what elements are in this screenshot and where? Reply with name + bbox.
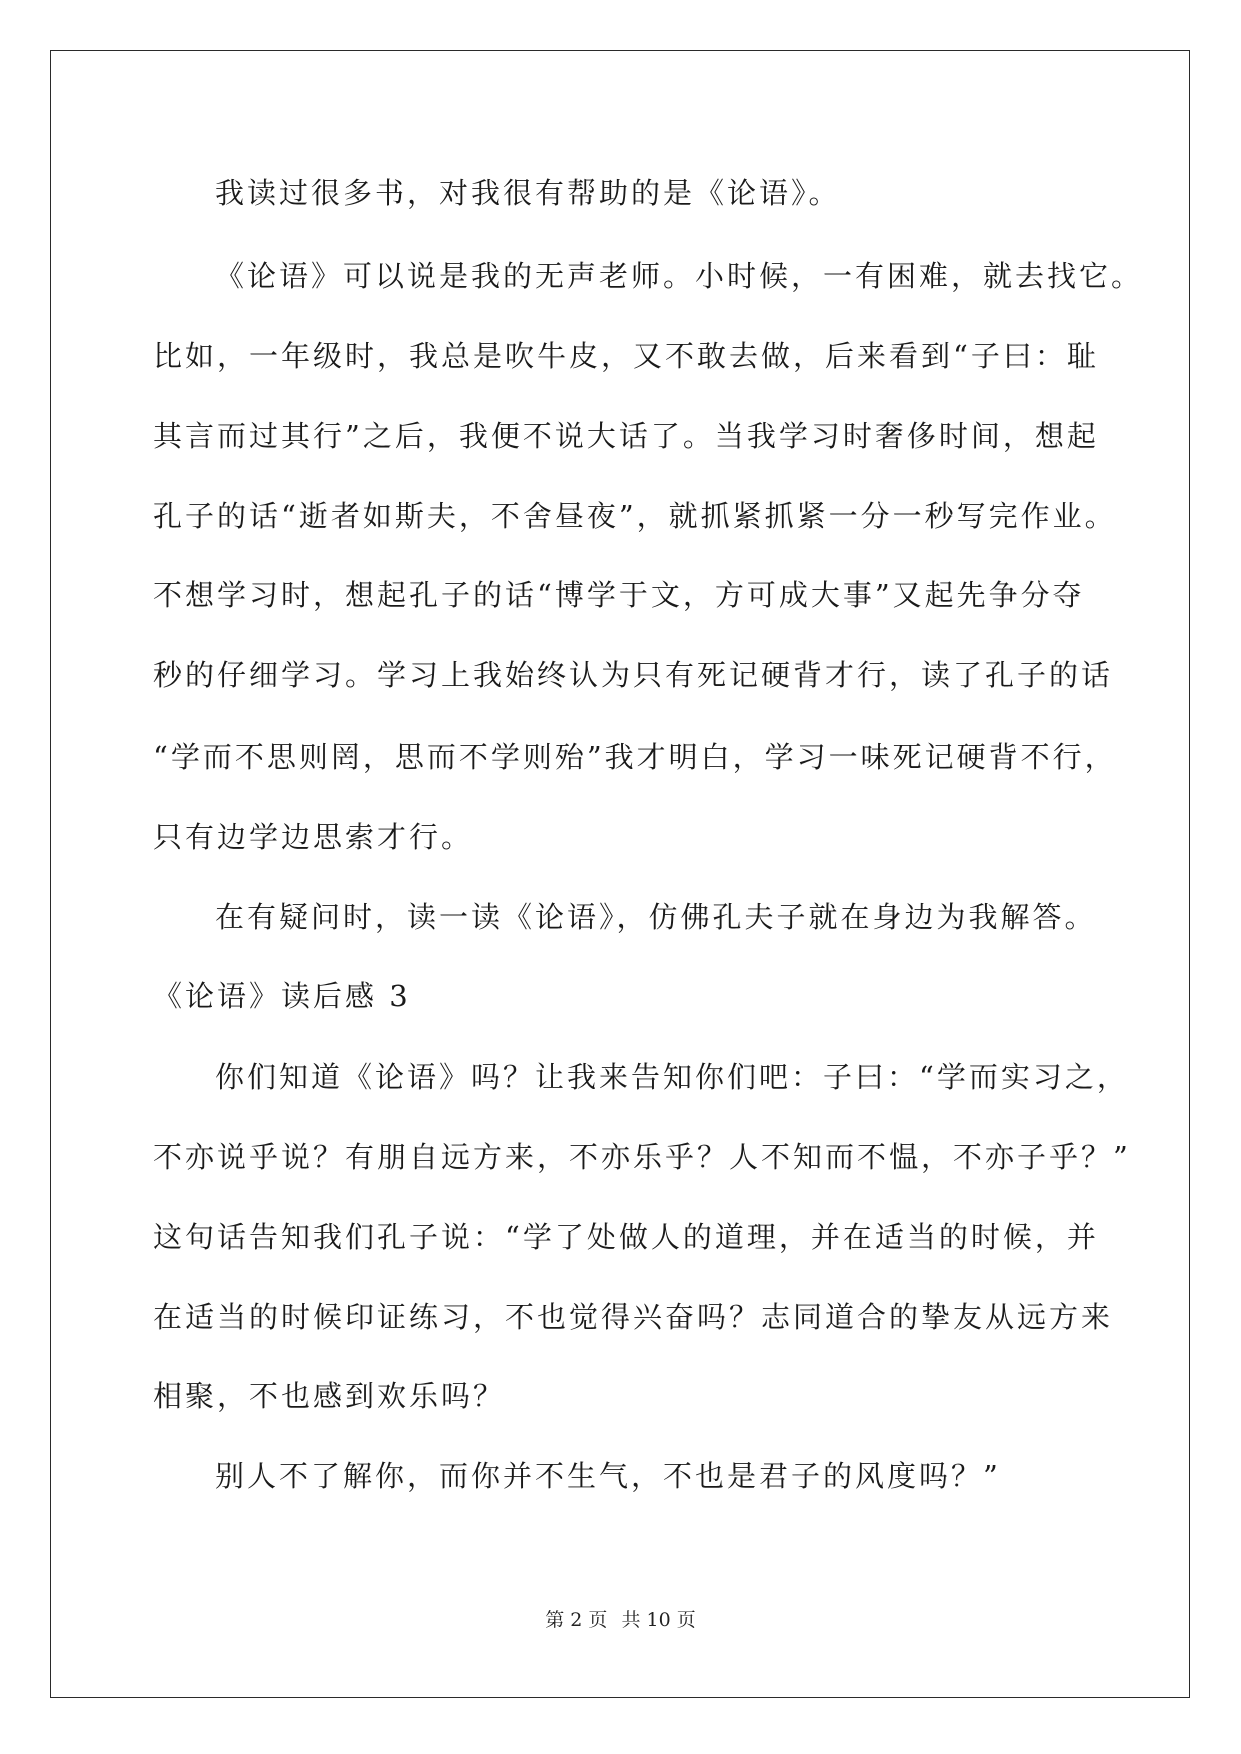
paragraph-line: 孔子的话“逝者如斯夫，不舍昼夜”，就抓紧抓紧一分一秒写完作业。 <box>153 499 1117 533</box>
paragraph-line: 在有疑问时，读一读《论语》，仿佛孔夫子就在身边为我解答。 <box>215 900 1097 934</box>
paragraph-line: 在适当的时候印证练习，不也觉得兴奋吗？志同道合的挚友从远方来 <box>153 1300 1114 1334</box>
paragraph-line: 这句话告知我们孔子说：“学了处做人的道理，并在适当的时候，并 <box>153 1220 1099 1254</box>
paragraph-line: 其言而过其行”之后，我便不说大话了。当我学习时奢侈时间，想起 <box>153 419 1099 453</box>
paragraph-line: 你们知道《论语》吗？让我来告知你们吧：子曰：“学而实习之， <box>215 1060 1129 1094</box>
paragraph-line: 比如，一年级时，我总是吹牛皮，又不敢去做，后来看到“子曰：耻 <box>153 339 1099 373</box>
page-number: 第 2 页 <box>545 1609 608 1631</box>
paragraph-line: 秒的仔细学习。学习上我始终认为只有死记硬背才行，读了孔子的话 <box>153 658 1114 692</box>
paragraph-line: 我读过很多书，对我很有帮助的是《论语》。 <box>215 176 841 210</box>
paragraph-line: 只有边学边思索才行。 <box>153 820 474 854</box>
paragraph-line: 不想学习时，想起孔子的话“博学于文，方可成大事”又起先争分夺 <box>153 578 1085 612</box>
paragraph-line: 别人不了解你，而你并不生气，不也是君子的风度吗？” <box>215 1459 1001 1493</box>
page-footer <box>0 1608 1241 1632</box>
paragraph-line: 相聚，不也感到欢乐吗？ <box>153 1379 506 1413</box>
paragraph-line: “学而不思则罔，思而不学则殆”我才明白，学习一味死记硬背不行， <box>153 740 1117 774</box>
paragraph-line: 《论语》可以说是我的无声老师。小时候，一有困难，就去找它。 <box>215 259 1144 293</box>
section-heading: 《论语》读后感 3 <box>153 979 411 1013</box>
page-border <box>50 50 1190 1698</box>
paragraph-line: 不亦说乎说？有朋自远方来，不亦乐乎？人不知而不愠，不亦子乎？” <box>153 1140 1131 1174</box>
page-total: 共 10 页 <box>621 1609 696 1631</box>
